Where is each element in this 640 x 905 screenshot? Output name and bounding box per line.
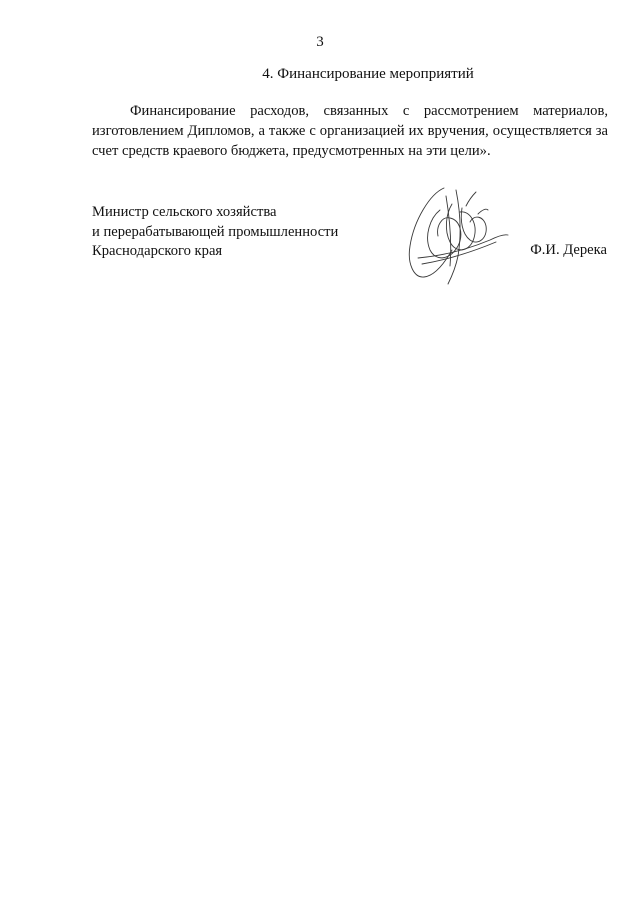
body-paragraph: Финансирование расходов, связанных с рассмотрением материалов, изготовлением Дипломов, а также с организацией их вручения, осуществляется за счет средств краевого бюджета, предусмотренных на эти цели». — [92, 103, 608, 159]
handwritten-signature — [400, 180, 510, 285]
signatory-name: Ф.И. Дерека — [530, 242, 607, 258]
signatory-title-line: Краснодарского края — [92, 243, 223, 259]
signatory-title-line: Министр сельского хозяйства — [92, 204, 277, 220]
page-number: 3 — [316, 34, 324, 50]
section-heading: 4. Финансирование мероприятий — [262, 66, 474, 82]
signatory-title — [92, 203, 338, 262]
signatory-title-line: и перерабатывающей промышленности — [92, 223, 339, 240]
